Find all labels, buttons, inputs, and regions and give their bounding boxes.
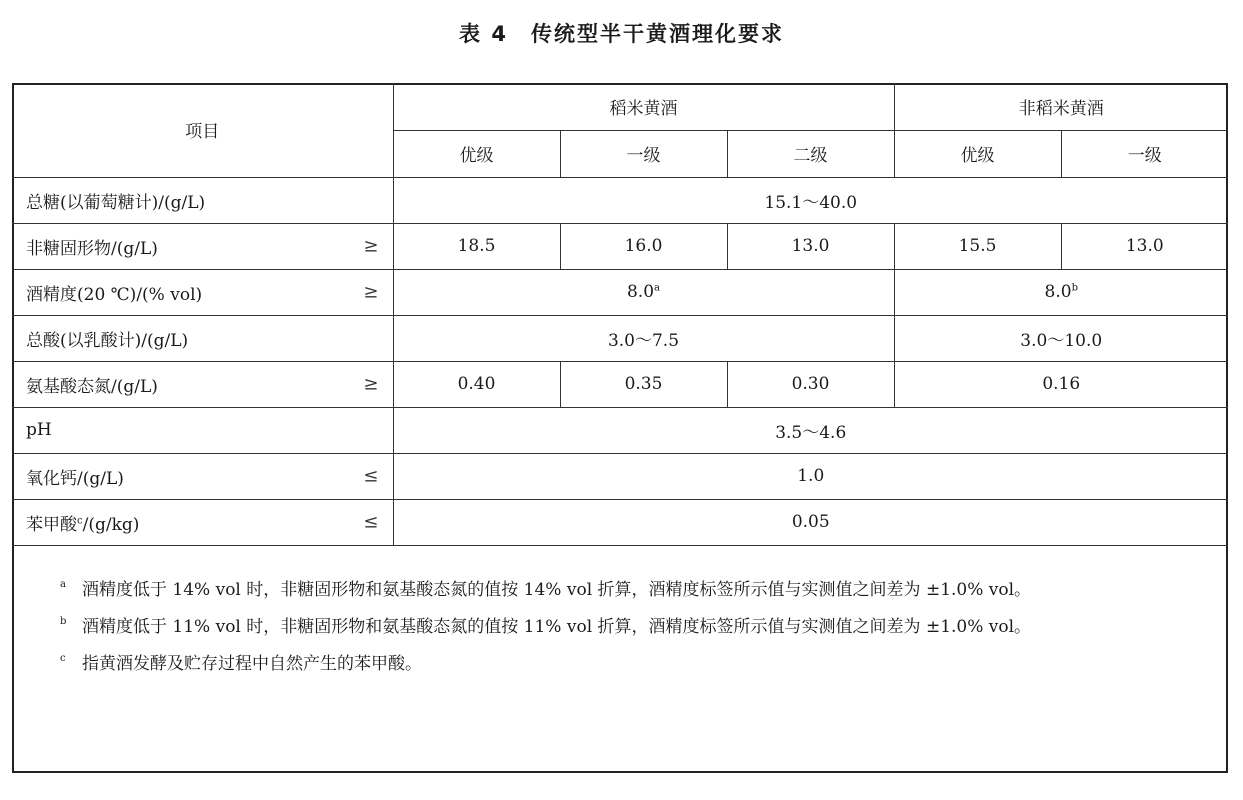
table-row: [12, 315, 1228, 361]
row-item-label: pH: [26, 420, 52, 440]
value-cell: 0.05: [393, 499, 1228, 545]
footnote-text: 酒精度低于 14% vol 时，非糖固形物和氨基酸态氮的值按 14% vol 折算，酒精度标签所示值与实测值之间差为 ±1.0% vol。: [82, 580, 1032, 600]
requirements-table: [12, 83, 1228, 546]
value-cell: 18.5: [393, 223, 560, 269]
value-cell: 0.16: [894, 361, 1228, 407]
footnote-mark: c: [60, 653, 66, 664]
header-group-non-rice: 非稻米黄酒: [894, 83, 1228, 130]
comparison-symbol: ≤: [363, 465, 379, 487]
row-item-cell: [12, 407, 393, 453]
table-row: [12, 407, 1228, 453]
header-grade: 一级: [1061, 130, 1228, 177]
row-item-cell: [12, 453, 393, 499]
value-cell: 15.5: [894, 223, 1061, 269]
header-item: 项目: [12, 83, 393, 177]
row-item-label: 非糖固形物/(g/L): [26, 238, 158, 259]
comparison-symbol: ≥: [363, 281, 379, 303]
footnote: [60, 572, 1206, 609]
header-grade: 优级: [393, 130, 560, 177]
footnote: [60, 609, 1206, 646]
value-text: 8.0: [626, 282, 655, 302]
value-cell: [894, 269, 1228, 315]
row-item-cell: [12, 361, 393, 407]
row-item-cell: [12, 223, 393, 269]
value-cell: 15.1～40.0: [393, 177, 1228, 223]
value-cell: 13.0: [1061, 223, 1228, 269]
row-item-cell: [12, 269, 393, 315]
header-grade: 一级: [560, 130, 727, 177]
comparison-symbol: ≥: [363, 373, 379, 395]
header-grade: 二级: [727, 130, 894, 177]
value-cell: 16.0: [560, 223, 727, 269]
value-cell: 0.35: [560, 361, 727, 407]
row-item-label: 总酸(以乳酸计)/(g/L): [26, 330, 189, 351]
table-title: 表 4 传统型半干黄酒理化要求: [459, 22, 784, 46]
value-cell: 3.0～10.0: [894, 315, 1228, 361]
value-cell: 0.30: [727, 361, 894, 407]
row-item-unit: /(g/kg): [82, 514, 140, 535]
header-row-groups: [12, 83, 1228, 130]
table-row: [12, 361, 1228, 407]
footnotes: [12, 560, 1228, 683]
table-row: [12, 269, 1228, 315]
row-item-cell: [12, 499, 393, 545]
row-item-label: 氨基酸态氮/(g/L): [26, 376, 158, 397]
value-cell: 3.0～7.5: [393, 315, 894, 361]
value-cell: 3.5～4.6: [393, 407, 1228, 453]
row-item-label: 苯甲酸: [26, 514, 77, 535]
footnote-mark: c: [77, 514, 83, 526]
value-cell: 13.0: [727, 223, 894, 269]
footnote-mark: a: [654, 282, 660, 294]
table-row: [12, 223, 1228, 269]
table-row: [12, 499, 1228, 545]
value-text: 8.0: [1044, 282, 1072, 302]
comparison-symbol: ≥: [363, 235, 379, 257]
row-item-label: 氧化钙/(g/L): [26, 468, 124, 489]
footnote-mark: b: [60, 616, 67, 627]
footnote-mark: b: [1071, 282, 1078, 294]
row-item-cell: [12, 177, 393, 223]
table-row: [12, 177, 1228, 223]
footnote: [60, 646, 1206, 683]
row-item-label: 酒精度(20 ℃)/(% vol): [26, 284, 203, 305]
footnote-text: 指黄酒发酵及贮存过程中自然产生的苯甲酸。: [82, 654, 422, 674]
header-group-rice: 稻米黄酒: [393, 83, 894, 130]
footnote-text: 酒精度低于 11% vol 时，非糖固形物和氨基酸态氮的值按 11% vol 折算，酒精度标签所示值与实测值之间差为 ±1.0% vol。: [82, 617, 1032, 637]
row-item-cell: [12, 315, 393, 361]
table-row: [12, 453, 1228, 499]
value-cell: 0.40: [393, 361, 560, 407]
row-item-label: 总糖(以葡萄糖计)/(g/L): [26, 192, 206, 213]
value-cell: 1.0: [393, 453, 1228, 499]
comparison-symbol: ≤: [363, 511, 379, 533]
value-cell: [393, 269, 894, 315]
header-grade: 优级: [894, 130, 1061, 177]
footnote-mark: a: [60, 579, 66, 590]
